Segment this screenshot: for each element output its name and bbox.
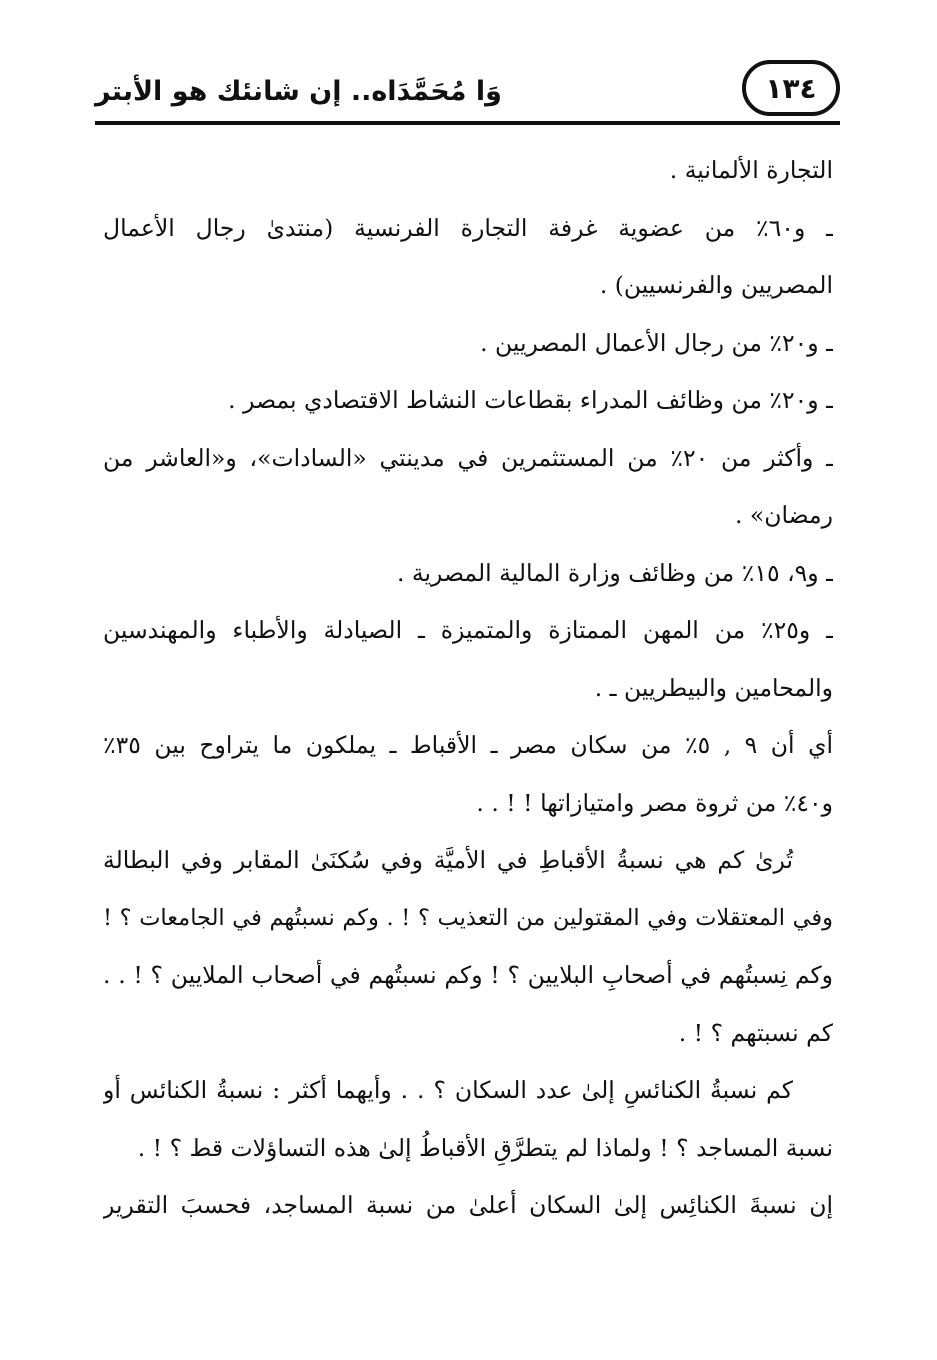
text-line: ـ و٩، ١٥٪ من وظائف وزارة المالية المصرية .	[396, 558, 833, 587]
text-line: ـ وأكثر من ٢٠٪ من المستثمرين في مدينتي «السادات»، و«العاشر من	[103, 443, 833, 472]
text-line: نسبة المساجد ؟ ! ولماذا لم يتطرَّقِ الأقباطُ إلىٰ هذه التساؤلات قط ؟ ! .	[137, 1133, 833, 1162]
text-line: رمضان» .	[734, 501, 833, 529]
body-text	[103, 142, 833, 1235]
text-line: ـ و٢٠٪ من وظائف المدراء بقطاعات النشاط الاقتصادي بمصر .	[228, 386, 833, 414]
text-line: و٤٠٪ من ثروة مصر وامتيازاتها ! ! . .	[476, 788, 833, 817]
page-header	[95, 60, 840, 126]
text-line: تُرىٰ كم هي نسبةُ الأقباطِ في الأميَّة وفي سُكنَىٰ المقابر وفي البطالة	[103, 846, 793, 874]
page-number-badge	[742, 60, 840, 116]
text-line: إن نسبةَ الكنائِس إلىٰ السكان أعلىٰ من نسبة المساجد، فحسبَ التقرير	[103, 1191, 833, 1219]
text-line: ـ و٢٥٪ من المهن الممتازة والمتميزة ـ الصيادلة والأطباء والمهندسين	[103, 616, 833, 644]
text-line: ـ و٢٠٪ من رجال الأعمال المصريين .	[480, 328, 833, 357]
header-rule	[95, 121, 840, 125]
running-title: وَا مُحَمَّدَاه.. إن شانئك هو الأبتر	[95, 76, 502, 107]
text-line: كم نسبتهم ؟ ! .	[678, 1018, 833, 1047]
text-line: أي أن ٩ , ٥٪ من سكان مصر ـ الأقباط ـ يملكون ما يتراوح بين ٣٥٪	[103, 731, 833, 759]
text-line: كم نسبةُ الكنائسِ إلىٰ عدد السكان ؟ . . وأيهما أكثر : نسبةُ الكنائس أو	[103, 1076, 793, 1104]
text-line: وفي المعتقلات وفي المقتولين من التعذيب ؟ ! . وكم نسبتُهم في الجامعات ؟ !	[103, 904, 833, 931]
page-number: ١٣٤	[765, 71, 817, 105]
text-line: ـ و٦٠٪ من عضوية غرفة التجارة الفرنسية (منتدىٰ رجال الأعمال	[103, 213, 833, 242]
text-line: وكم نِسبتُهم في أصحابِ البلايين ؟ ! وكم نسبتُهم في أصحاب الملايين ؟ ! . .	[103, 961, 833, 989]
text-line: التجارة الألمانية .	[669, 156, 833, 184]
text-line: والمحامين والبيطريين ـ .	[594, 673, 833, 702]
text-line: المصريين والفرنسيين) .	[599, 271, 833, 299]
